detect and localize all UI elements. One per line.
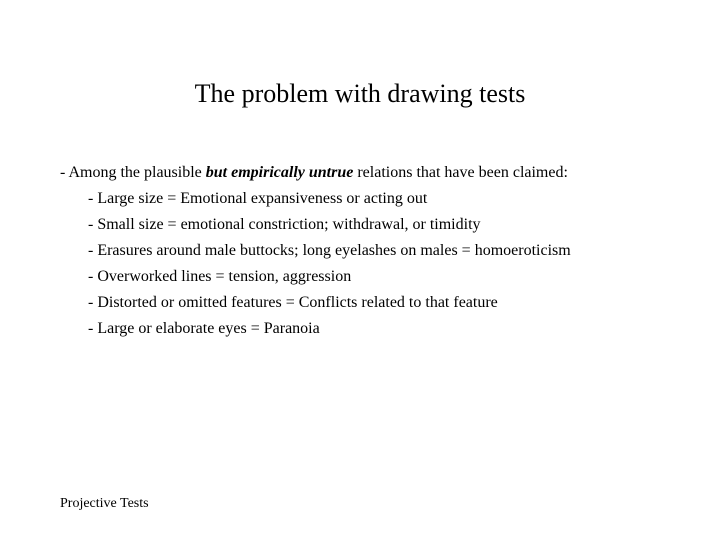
claim-item: - Large size = Emotional expansiveness or acting out [88,190,428,207]
intro-text-before: - Among the plausible [60,164,206,181]
intro-text-after: relations that have been claimed: [353,164,568,181]
claim-item: - Overworked lines = tension, aggression [88,268,352,285]
slide-body [60,160,700,342]
claims-list [60,186,700,342]
claim-item: - Small size = emotional constriction; withdrawal, or timidity [88,216,481,233]
intro-line [60,160,700,186]
slide-title: The problem with drawing tests [194,79,526,108]
slide-footer: Projective Tests [60,496,149,511]
intro-emphasis: but empirically untrue [205,164,354,181]
claim-item: - Large or elaborate eyes = Paranoia [88,320,320,337]
claim-item: - Distorted or omitted features = Conflicts related to that feature [88,294,498,311]
claim-item: - Erasures around male buttocks; long eyelashes on males = homoeroticism [88,242,571,259]
